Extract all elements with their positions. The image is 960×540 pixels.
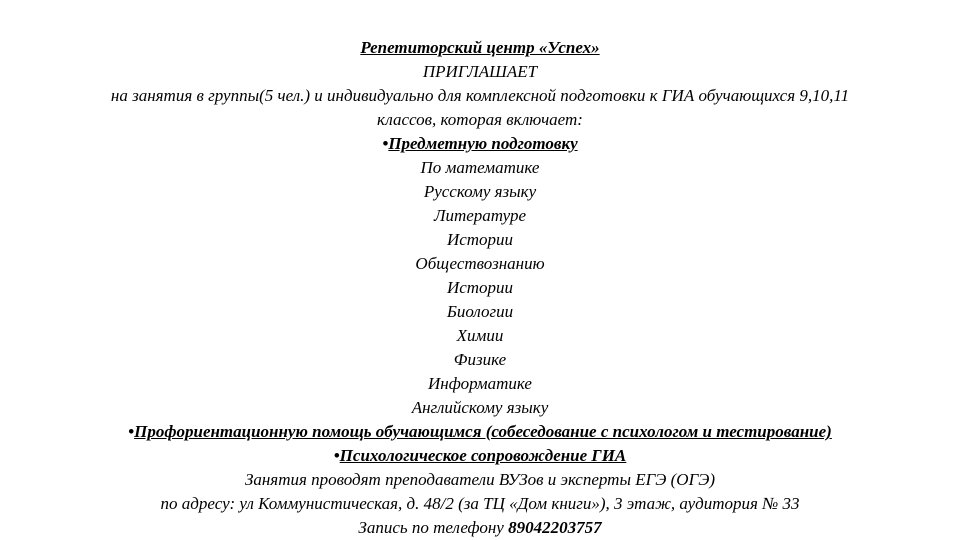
signup-label: Запись по телефону [358,518,509,537]
subject-item: Истории [446,230,514,249]
signup-line [0,516,960,540]
document-title: Репетиторский центр «Успех» [360,38,600,57]
subject-item: Информатике [428,374,532,393]
subject-item: Химии [456,326,504,345]
flyer-document [0,36,960,540]
intro-text-line-2: классов, которая включает: [377,110,583,129]
teachers-text: Занятия проводят преподаватели ВУЗов и эксперты ЕГЭ (ОГЭ) [244,470,716,489]
subject-item: Английскому языку [411,398,549,417]
phone-number: 89042203757 [508,518,602,537]
subject-item: Русскому языку [423,182,537,201]
bullet-icon: • [382,134,389,153]
section-career-guidance [0,420,960,444]
intro-text-line-1: на занятия в группы(5 чел.) и индивидуально для комплексной подготовки к ГИА обучающихся 9,10,11 [110,86,850,105]
bullet-icon: • [333,446,340,465]
section-career-guidance-heading: Профориентационную помощь обучающимся (собеседование с психологом и тестирование) [134,422,832,441]
address-text: по адресу: ул Коммунистическая, д. 48/2 (за ТЦ «Дом книги»), 3 этаж, аудитория № 33 [160,494,800,513]
section-psych-support [0,444,960,468]
bullet-icon: • [128,422,135,441]
subject-item: Биологии [446,302,514,321]
subject-item: Физике [453,350,507,369]
section-subject-prep-heading: Предметную подготовку [388,134,578,153]
subject-item: Литературе [433,206,527,225]
subject-item: Обществознанию [415,254,545,273]
section-subject-prep [0,132,960,156]
invites-heading: ПРИГЛАШАЕТ [422,62,538,81]
section-psych-support-heading: Психологическое сопровождение ГИА [339,446,627,465]
subject-item: По математике [420,158,540,177]
subject-item: Истории [446,278,514,297]
